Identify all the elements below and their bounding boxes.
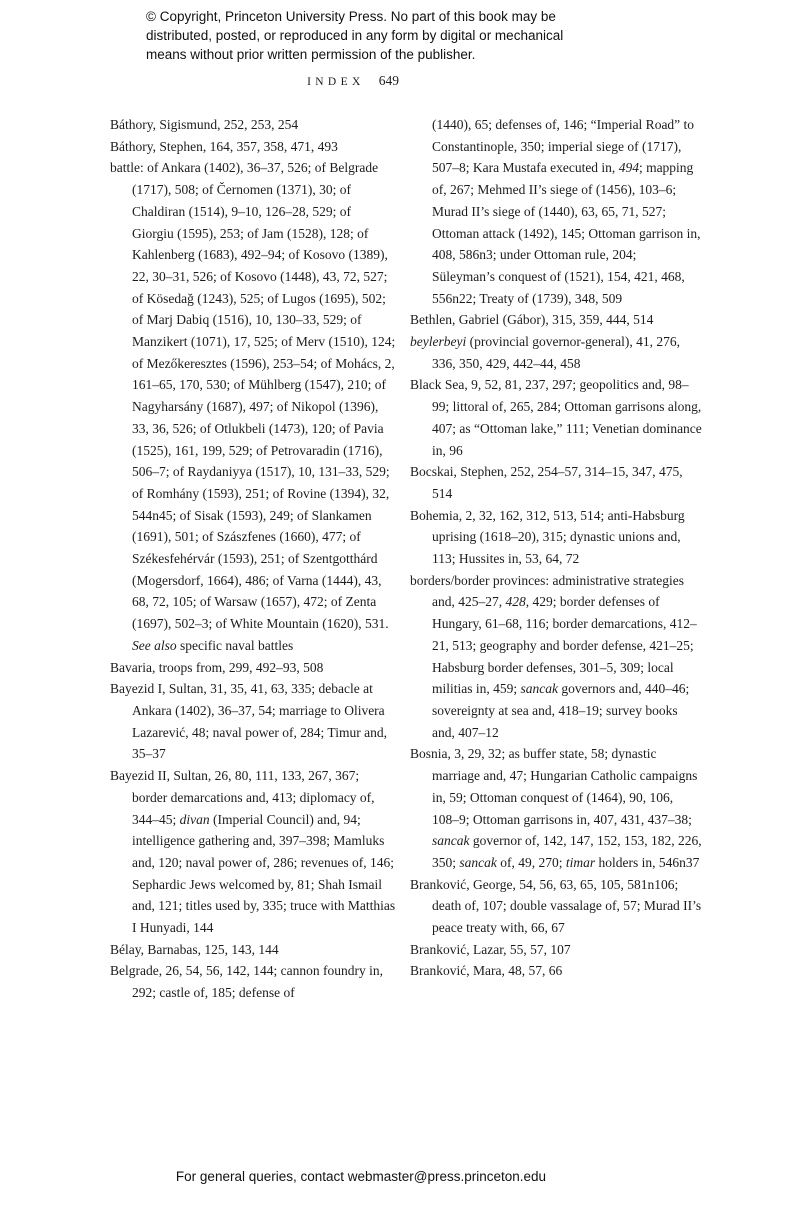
index-entry: Belgrade, 26, 54, 56, 142, 144; cannon foundry in, 292; castle of, 185; defense of [110, 963, 383, 1001]
index-column-right [410, 114, 702, 982]
footer-contact: For general queries, contact webmaster@press.princeton.edu [175, 1169, 547, 1184]
index-entry: Branković, Lazar, 55, 57, 107 [410, 941, 571, 957]
copyright-notice [146, 7, 646, 64]
copyright-line: means without prior written permission of the publisher. [146, 47, 476, 62]
copyright-line: © Copyright, Princeton University Press. No part of this book may be [146, 9, 556, 24]
running-head-title: INDEX [307, 76, 365, 88]
index-entry: Bohemia, 2, 32, 162, 312, 513, 514; anti-Habsburg uprising (1618–20), 315; dynastic unions and, 113; Hussites in, 53, 64, 72 [410, 507, 685, 567]
page-number: 649 [378, 73, 399, 88]
index-entry: Bavaria, troops from, 299, 492–93, 508 [110, 659, 324, 675]
index-entry: Branković, Mara, 48, 57, 66 [410, 963, 563, 979]
index-entry: Bosnia, 3, 29, 32; as buffer state, 58; dynastic marriage and, 47; Hungarian Catholic campaigns in, 59; Ottoman conquest of (1464), 90, 106, 108–9; Ottoman garrisons in, 407, 431, 437–38; sancak governor of, 142, 147, 152, 153, 182, 226, 350; sancak of, 49, 270; timar holders in, 546n37 [410, 746, 702, 870]
index-entry: Black Sea, 9, 52, 81, 237, 297; geopolitics and, 98–99; littoral of, 265, 284; Ottoman garrisons along, 407; as “Ottoman lake,” 111; Venetian dominance in, 96 [410, 377, 702, 458]
copyright-line: distributed, posted, or reproduced in any form by digital or mechanical [146, 28, 564, 43]
index-entry: beylerbeyi (provincial governor-general), 41, 276, 336, 350, 429, 442–44, 458 [410, 334, 680, 371]
index-entry: (1440), 65; defenses of, 146; “Imperial Road” to Constantinople, 350; imperial siege of (1717), 507–8; Kara Mustafa executed in, 494; mapping of, 267; Mehmed II’s siege of (1456), 103–6; Murad II’s siege of (1440), 63, 65, 71, 527; Ottoman attack (1492), 145; Ottoman garrison in, 408, 586n3; under Ottoman rule, 204; Süleyman’s conquest of (1521), 154, 421, 468, 556n22; Treaty of (1739), 348, 509 [432, 117, 701, 306]
index-entry: battle: of Ankara (1402), 36–37, 526; of Belgrade (1717), 508; of Černomen (1371), 30; of Chaldiran (1514), 9–10, 126–28, 529; of Giorgiu (1595), 253; of Jam (1528), 128; of Kahlenberg (1683), 492–94; of Kosovo (1389), 22, 30–31, 526; of Kosovo (1448), 43, 72, 527; of Kösedağ (1243), 525; of Lugos (1695), 502; of Marj Dabiq (1516), 10, 130–33, 529; of Manzikert (1071), 17, 525; of Merv (1510), 124; of Mezőkeresztes (1596), 253–54; of Mohács, 2, 161–65, 170, 530; of Mühlberg (1547), 210; of Nagyharsány (1687), 497; of Nikopol (1396), 33, 36, 526; of Otlukbeli (1473), 120; of Pavia (1525), 161, 199, 529; of Petrovaradin (1716), 506–7; of Raydaniyya (1517), 10, 131–33, 529; of Romhány (1593), 251; of Rovine (1394), 32, 544n45; of Sisak (1593), 249; of Slankamen (1691), 501; of Szászfenes (1660), 477; of Székesfehérvár (1593), 251; of Szentgotthárd (Mogersdorf, 1664), 486; of Varna (1444), 43, 68, 72, 105; of Warsaw (1657), 472; of Zenta (1697), 502–3; of White Mountain (1620), 531. See also specific naval battles [110, 160, 396, 653]
index-entry: Báthory, Sigismund, 252, 253, 254 [110, 117, 299, 132]
index-entry: Bélay, Barnabas, 125, 143, 144 [110, 941, 279, 957]
index-entry: Bethlen, Gabriel (Gábor), 315, 359, 444, 514 [410, 312, 654, 328]
index-entry: Bocskai, Stephen, 252, 254–57, 314–15, 347, 475, 514 [410, 464, 683, 501]
index-entry: Branković, George, 54, 56, 63, 65, 105, 581n106; death of, 107; double vassalage of, 57; Murad II’s peace treaty with, 66, 67 [410, 876, 702, 936]
index-entry: Bayezid II, Sultan, 26, 80, 111, 133, 267, 367; border demarcations and, 413; diplomacy of, 344–45; divan (Imperial Council) and, 94; intelligence gathering and, 397–398; Mamluks and, 120; naval power of, 286; revenues of, 146; Sephardic Jews welcomed by, 81; Shah Ismail and, 121; titles used by, 335; truce with Matthias I Hunyadi, 144 [110, 768, 396, 936]
index-entry: borders/border provinces: administrative strategies and, 425–27, 428, 429; border defenses of Hungary, 61–68, 116; border demarcations, 412–21, 513; geography and border defense, 421–25; Habsburg border defenses, 301–5, 309; local militias in, 459; sancak governors and, 440–46; sovereignty at sea and, 418–19; survey books and, 407–12 [410, 572, 697, 740]
index-entry: Báthory, Stephen, 164, 357, 358, 471, 493 [110, 138, 338, 154]
running-head [0, 72, 706, 90]
index-column-left [110, 114, 396, 1004]
index-entry: Bayezid I, Sultan, 31, 35, 41, 63, 335; debacle at Ankara (1402), 36–37, 54; marriage to Olivera Lazarević, 48; naval power of, 284; Timur and, 35–37 [110, 681, 387, 762]
